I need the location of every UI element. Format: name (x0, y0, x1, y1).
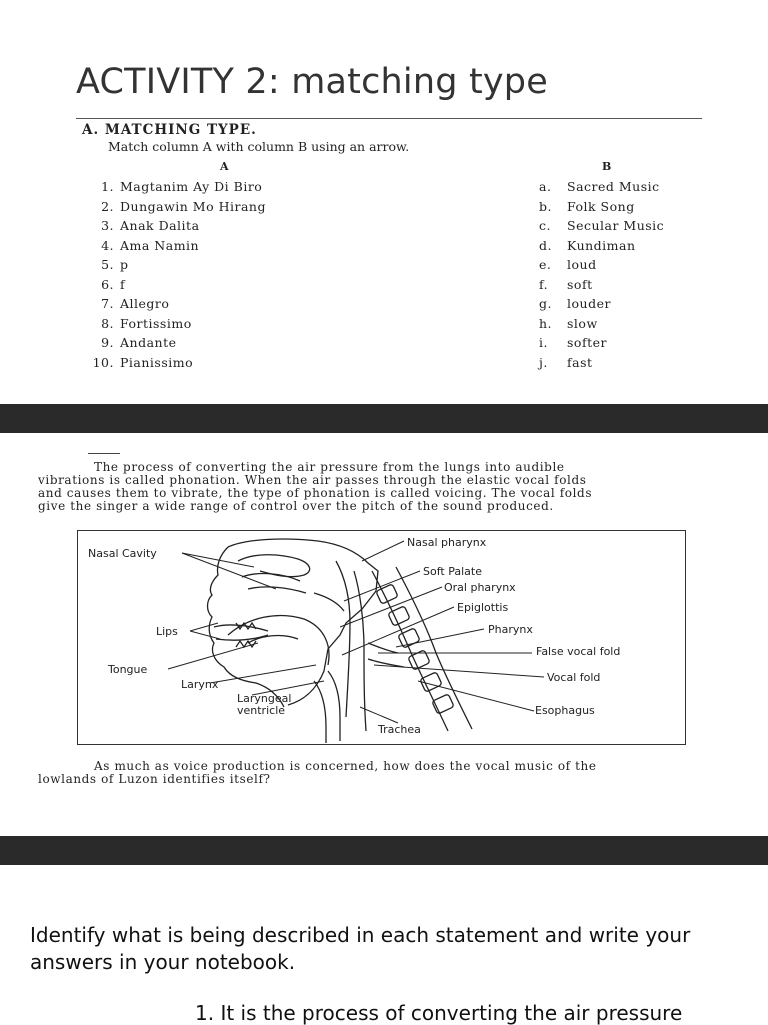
column-b-item (539, 238, 636, 253)
item-letter: g. (539, 296, 552, 311)
item-number: 7. (101, 296, 114, 311)
question-line: As much as voice production is concerned, how does the vocal music of the (94, 759, 597, 773)
item-text: Secular Music (567, 218, 665, 233)
item-text: Andante (120, 335, 177, 350)
question-item-1: 1. It is the process of converting the air pressure (195, 1001, 683, 1025)
label-nasal-pharynx: Nasal pharynx (407, 536, 487, 549)
column-a-item (88, 277, 125, 292)
label-oral-pharynx: Oral pharynx (444, 581, 516, 594)
label-nasal-cavity: Nasal Cavity (88, 547, 157, 560)
item-text: Ama Namin (120, 237, 200, 253)
item-letter: h. (539, 315, 553, 331)
slide-separator (0, 836, 768, 865)
item-text: Kundiman (567, 237, 636, 253)
item-number: 5. (101, 257, 114, 272)
matching-heading: A. MATCHING TYPE. (82, 122, 257, 138)
item-number: 9. (101, 335, 114, 350)
dash-mark (88, 453, 120, 454)
item-number: 1. (101, 179, 114, 194)
item-text: louder (567, 296, 611, 311)
column-a-item (88, 238, 199, 253)
item-letter: j. (539, 354, 548, 370)
label-tongue: Tongue (108, 663, 148, 676)
question-paragraph (38, 760, 728, 786)
item-text: slow (567, 315, 598, 331)
item-text: Magtanim Ay Di Biro (120, 179, 263, 194)
label-false-vocal-fold: False vocal fold (536, 645, 621, 658)
column-b-item (539, 296, 611, 311)
item-text: f (120, 276, 126, 292)
column-a-item (88, 179, 262, 194)
column-b-item (539, 355, 593, 370)
item-letter: c. (539, 218, 551, 233)
item-text: Dungawin Mo Hirang (120, 198, 266, 214)
item-text: soft (567, 276, 593, 292)
question-line: lowlands of Luzon identifies itself? (38, 772, 271, 786)
item-text: softer (567, 335, 607, 350)
label-line: Laryngeal (237, 692, 292, 705)
label-line: ventricle (237, 704, 286, 717)
item-text: fast (567, 354, 593, 370)
label-lips: Lips (156, 625, 178, 638)
column-b-item (539, 277, 593, 292)
column-b-item (539, 218, 664, 233)
column-b-header: B (602, 160, 612, 173)
phonation-paragraph (38, 461, 728, 513)
title-divider (76, 118, 702, 119)
column-a-header: A (220, 160, 229, 173)
item-text: Anak Dalita (120, 218, 200, 233)
column-b-item (539, 179, 660, 194)
item-letter: b. (539, 198, 552, 214)
column-a-item (88, 316, 192, 331)
label-esophagus: Esophagus (535, 704, 595, 717)
column-a-item (88, 355, 193, 370)
slide-title: ACTIVITY 2: matching type (76, 62, 548, 102)
paragraph-line: vibrations is called phonation. When the air passes through the elastic vocal folds (38, 473, 587, 487)
item-text: Folk Song (567, 198, 635, 214)
item-text: p (120, 257, 129, 272)
column-a-item (88, 296, 169, 311)
item-letter: f. (539, 276, 549, 292)
item-number: 8. (101, 315, 114, 331)
slide-separator (0, 404, 768, 433)
vocal-anatomy-diagram (77, 530, 686, 745)
item-number: 6. (101, 276, 114, 292)
column-b-item (539, 316, 598, 331)
paragraph-line: The process of converting the air pressure from the lungs into audible (94, 460, 565, 474)
column-a-item (88, 335, 177, 350)
item-text: Fortissimo (120, 315, 192, 331)
column-a-item (88, 199, 266, 214)
item-text: Allegro (120, 296, 170, 311)
item-number: 3. (101, 218, 114, 233)
column-a-item (88, 257, 129, 272)
item-text: Sacred Music (567, 179, 660, 194)
item-number: 10. (92, 354, 114, 370)
label-larynx: Larynx (181, 678, 219, 691)
label-pharynx: Pharynx (488, 623, 533, 636)
item-letter: a. (539, 179, 552, 194)
column-b-item (539, 199, 635, 214)
column-a-item (88, 218, 200, 233)
identify-instruction: Identify what is being described in each statement and write your answers in your notebook. (30, 923, 691, 974)
paragraph-line: give the singer a wide range of control over the pitch of the sound produced. (38, 499, 554, 513)
item-letter: d. (539, 237, 552, 253)
item-number: 4. (101, 237, 114, 253)
column-b-item (539, 335, 607, 350)
label-laryngeal-ventricle (237, 693, 291, 717)
label-vocal-fold: Vocal fold (547, 671, 601, 684)
item-number: 2. (101, 198, 114, 214)
item-text: loud (567, 257, 597, 272)
item-text: Pianissimo (120, 354, 194, 370)
label-epiglottis: Epiglottis (457, 601, 509, 614)
label-trachea: Trachea (378, 723, 421, 736)
label-soft-palate: Soft Palate (423, 565, 482, 578)
item-letter: i. (539, 335, 548, 350)
matching-instruction: Match column A with column B using an arrow. (108, 139, 410, 154)
paragraph-line: and causes them to vibrate, the type of phonation is called voicing. The vocal folds (38, 486, 593, 500)
item-letter: e. (539, 257, 552, 272)
column-b-item (539, 257, 597, 272)
